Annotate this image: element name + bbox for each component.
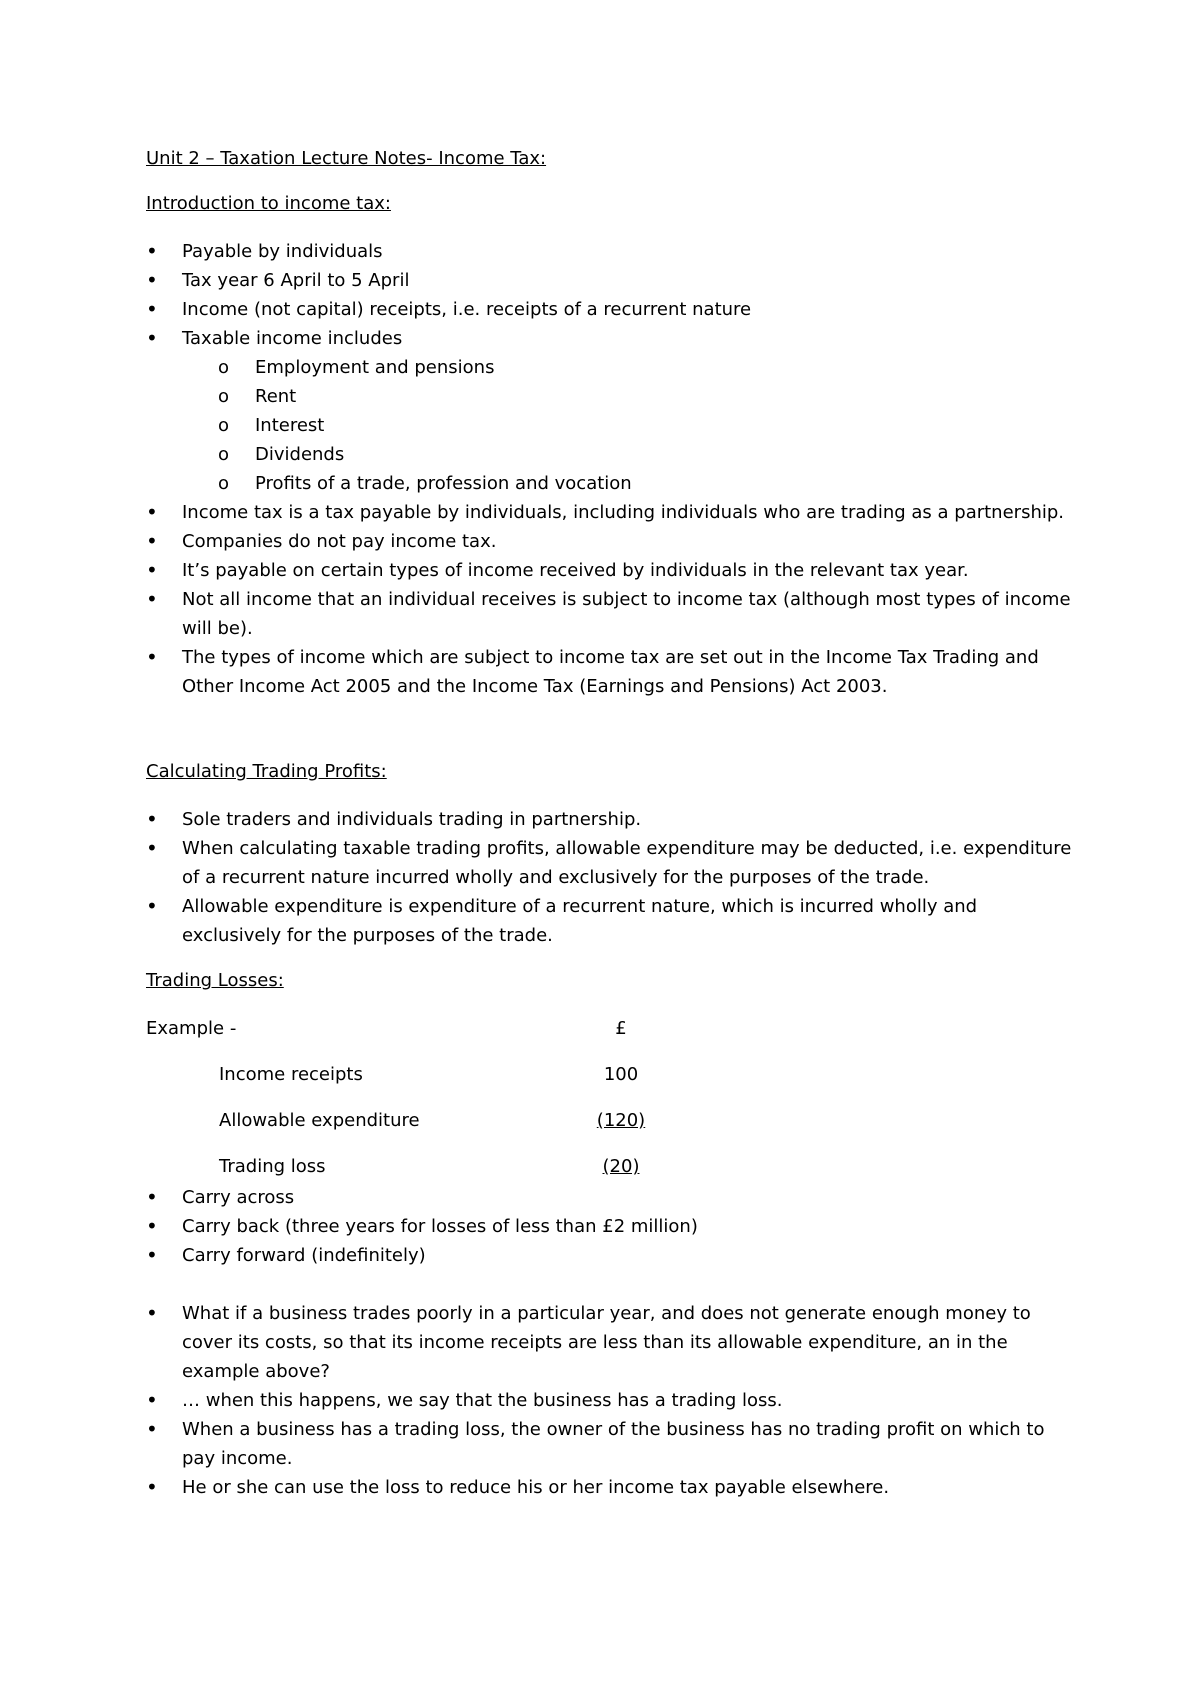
list-item: • Carry forward (indefinitely) <box>146 1241 1076 1270</box>
list-item: • Carry across <box>146 1183 1076 1212</box>
trading-loss-example <box>146 1014 1076 1183</box>
taxable-income-sublist <box>146 353 1076 498</box>
example-label: Example - <box>146 1018 237 1039</box>
sub-item-text: Employment and pensions <box>255 357 495 378</box>
list-item: • He or she can use the loss to reduce his or her income tax payable elsewhere. <box>146 1473 1076 1502</box>
sub-bullet-marker: o <box>218 444 230 465</box>
section-heading-trading-losses: Trading Losses: <box>146 970 284 991</box>
example-row-label: Trading loss <box>219 1156 326 1177</box>
sub-list-item <box>146 411 1076 440</box>
list-item: • Carry back (three years for losses of less than £2 million) <box>146 1212 1076 1241</box>
sub-bullet-marker: o <box>218 473 230 494</box>
list-item: • Income (not capital) receipts, i.e. receipts of a recurrent nature <box>146 295 1076 324</box>
list-item: • When a business has a trading loss, the owner of the business has no trading profit on which to pay income. <box>146 1415 1076 1473</box>
example-row-label: Allowable expenditure <box>219 1110 420 1131</box>
sub-bullet-marker: o <box>218 415 230 436</box>
list-item: • Sole traders and individuals trading in partnership. <box>146 805 1076 834</box>
list-item: • Allowable expenditure is expenditure of a recurrent nature, which is incurred wholly and exclusively for the purposes of the trade. <box>146 892 1076 950</box>
document-title: Unit 2 – Taxation Lecture Notes- Income Tax: <box>146 148 547 169</box>
sub-list-item <box>146 382 1076 411</box>
list-item: • Taxable income includes <box>146 324 1076 353</box>
trading-profits-bullet-list <box>146 805 1076 950</box>
sub-item-text: Profits of a trade, profession and vocation <box>255 473 632 494</box>
list-item: • … when this happens, we say that the business has a trading loss. <box>146 1386 1076 1415</box>
section-heading-trading-profits: Calculating Trading Profits: <box>146 761 387 782</box>
sub-item-text: Interest <box>255 415 325 436</box>
document-content <box>146 144 1076 1502</box>
list-item: • Not all income that an individual receives is subject to income tax (although most types of income will be). <box>146 585 1076 643</box>
list-item: • The types of income which are subject to income tax are set out in the Income Tax Trading and Other Income Act 2005 and the Income Tax (Earnings and Pensions) Act 2003. <box>146 643 1076 701</box>
list-item: • Income tax is a tax payable by individuals, including individuals who are trading as a partnership. <box>146 498 1076 527</box>
section-heading-intro: Introduction to income tax: <box>146 193 391 214</box>
sub-item-text: Rent <box>255 386 297 407</box>
sub-bullet-marker: o <box>218 386 230 407</box>
sub-item-text: Dividends <box>255 444 345 465</box>
intro-bullet-list-continued <box>146 498 1076 701</box>
list-item: • What if a business trades poorly in a particular year, and does not generate enough money to cover its costs, so that its income receipts are less than its allowable expenditure, an in the example above? <box>146 1299 1076 1386</box>
list-item: • Tax year 6 April to 5 April <box>146 266 1076 295</box>
sub-list-item <box>146 353 1076 382</box>
list-item: • Companies do not pay income tax. <box>146 527 1076 556</box>
example-row-income <box>146 1060 1076 1089</box>
example-row-label: Income receipts <box>219 1064 363 1085</box>
example-row-value: 100 <box>603 1064 639 1085</box>
example-row-expenditure <box>146 1106 1076 1135</box>
example-row-value: (120) <box>596 1110 646 1131</box>
example-header-row <box>146 1014 1076 1043</box>
trading-loss-explanation-list <box>146 1299 1076 1502</box>
example-row-value: (20) <box>602 1156 640 1177</box>
intro-bullet-list <box>146 237 1076 353</box>
sub-list-item <box>146 440 1076 469</box>
list-item: • Payable by individuals <box>146 237 1076 266</box>
list-item: • It’s payable on certain types of income received by individuals in the relevant tax year. <box>146 556 1076 585</box>
currency-header: £ <box>615 1018 627 1039</box>
sub-bullet-marker: o <box>218 357 230 378</box>
example-row-loss <box>146 1152 1076 1181</box>
list-item: • When calculating taxable trading profits, allowable expenditure may be deducted, i.e. expenditure of a recurrent nature incurred wholly and exclusively for the purposes of the trade. <box>146 834 1076 892</box>
sub-list-item <box>146 469 1076 498</box>
loss-relief-bullet-list <box>146 1183 1076 1270</box>
